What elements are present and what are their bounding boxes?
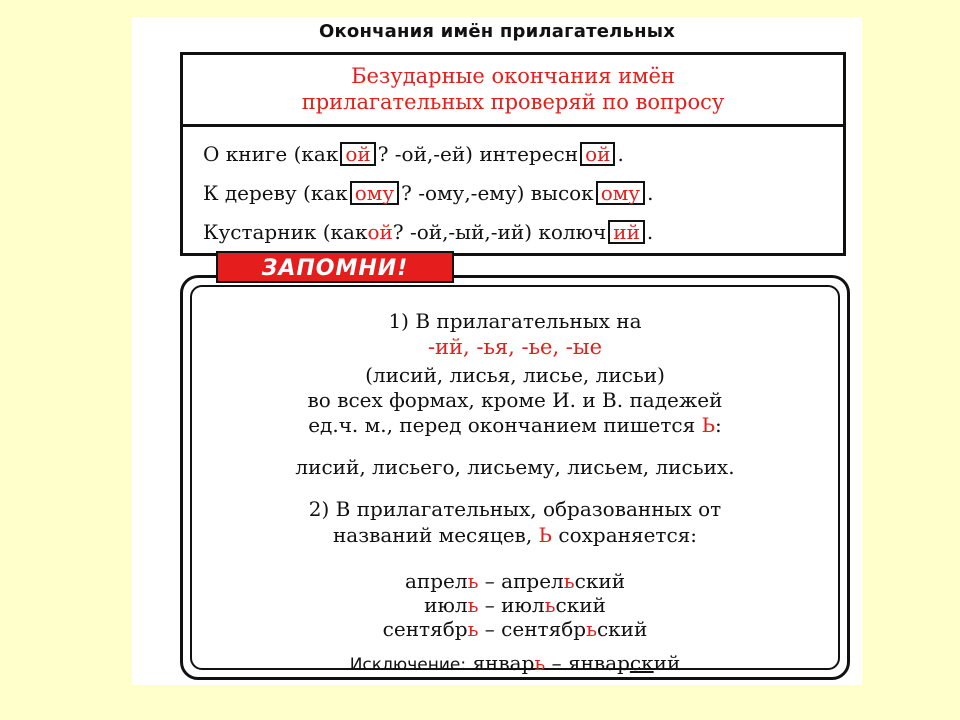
remember-frame-inner: [190, 285, 840, 675]
rule2-line2-text: названий месяцев,: [332, 523, 533, 547]
month-adjective-stem: – июл: [478, 593, 545, 617]
remember-banner: ЗАПОМНИ!: [216, 251, 454, 283]
soft-sign-mark: ь: [467, 569, 479, 593]
month-stem: июл: [424, 593, 468, 617]
rule2-line2-end: сохраняется:: [558, 523, 698, 547]
soft-sign-mark: ь: [467, 593, 479, 617]
rule1-forms: лисий, лисьего, лисьему, лисьем, лисьих.: [295, 455, 735, 479]
example-before: О книге (как: [203, 142, 339, 166]
rule1-line5-end: :: [715, 413, 722, 437]
rule1-examples: (лисий, лисья, лисье, лисьи): [365, 363, 665, 387]
soft-sign-mark: ь: [467, 617, 479, 641]
rule-sheet: [132, 17, 862, 685]
month-adjective-suffix: ский: [555, 593, 606, 617]
exception-tail: ий: [653, 651, 681, 675]
soft-sign-mark: Ь: [538, 523, 553, 547]
example-line: [203, 181, 653, 205]
soft-sign-mark: Ь: [701, 413, 716, 437]
exception-rest: – январ: [545, 651, 630, 675]
rule-box: [180, 52, 846, 256]
month-adjective-stem: – сентябр: [478, 617, 587, 641]
rule1-line5-text: ед.ч. м., перед окончанием пишется: [308, 413, 696, 437]
example-middle: ? -ой,-ей) интересн: [377, 142, 579, 166]
remember-frame: [180, 275, 850, 680]
exception-line: [192, 651, 838, 675]
example-after: .: [646, 220, 654, 244]
example-after: .: [617, 142, 624, 166]
month-example: [192, 569, 838, 593]
month-adjective-suffix: ский: [596, 617, 648, 641]
month-stem: сентябр: [382, 617, 468, 641]
example-middle: ? -ой,-ый,-ий) колюч: [392, 220, 607, 244]
soft-sign-mark: ь: [563, 569, 575, 593]
exception-label: Исключение:: [349, 655, 467, 675]
example-line: [203, 142, 624, 166]
example-after: .: [647, 181, 654, 205]
rule-header: [183, 55, 843, 127]
soft-sign-mark: ь: [586, 617, 597, 641]
month-adjective-suffix: ский: [574, 569, 626, 593]
example-before: К дереву (как: [203, 181, 348, 205]
rule2-line2: [192, 523, 838, 547]
question-ending: ой: [367, 220, 393, 244]
word-ending: ой: [580, 142, 615, 166]
example-line: [203, 220, 653, 244]
month-example: [192, 617, 838, 641]
word-ending: ому: [596, 181, 645, 205]
page-title: Окончания имён прилагательных: [318, 21, 676, 42]
rule1-endings: -ий, -ья, -ье, -ые: [427, 335, 603, 359]
exception-underlined-suffix: ск: [629, 651, 654, 675]
question-ending: ой: [340, 142, 375, 166]
soft-sign-mark: ь: [544, 593, 556, 617]
month-example: [192, 593, 838, 617]
rule-header-line1: Безударные окончания имён: [351, 64, 675, 88]
question-ending: ому: [350, 181, 399, 205]
month-stem: апрел: [404, 569, 468, 593]
rule1-line4: во всех формах, кроме И. и В. падежей: [307, 388, 723, 412]
example-before: Кустарник (как: [203, 220, 368, 244]
soft-sign-mark: ь: [534, 651, 546, 675]
example-middle: ? -ому,-ему) высок: [401, 181, 594, 205]
exception-word: январ: [472, 651, 535, 675]
rule-header-line2: прилагательных проверяй по вопросу: [301, 90, 725, 114]
word-ending: ий: [608, 220, 645, 244]
month-adjective-stem: – апрел: [478, 569, 564, 593]
rule1-line1: 1) В прилагательных на: [388, 309, 642, 333]
rule2-line1: 2) В прилагательных, образованных от: [308, 497, 722, 521]
rule1-line5: [192, 413, 838, 437]
